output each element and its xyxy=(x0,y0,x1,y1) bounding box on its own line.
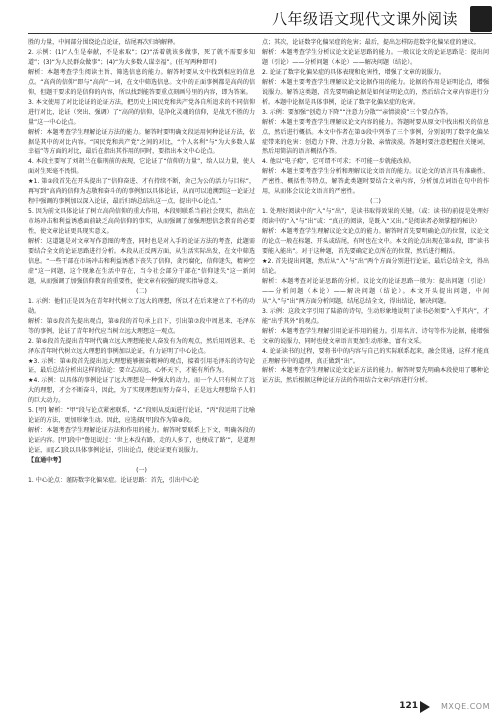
paragraph: 1. 处理好阅读中的“入”与“出”，是读书取得效果的关键。（或：读书的前提是处理好阅读中的“入”与“出”或：“真正的阅读，是既入“又出。”是阅读者必须掌握的秘诀） xyxy=(262,208,489,226)
page-title: 八年级语文现代文课外阅读 xyxy=(271,10,458,28)
page-number: 121 xyxy=(399,701,418,711)
paragraph: 5. [甲] 解析：“甲”段与论点紧密联系，“乙”段则从反面进行论证，“丙”段运用了比喻论证的方法，更加形象生动。因此，应选择[甲]段作为第⑧段。 xyxy=(28,407,255,425)
paragraph: 解析：本题考查学生理解论证方法和作用的能力。解答时要联系上下文，明确各段的论证内容。[甲]段中“鲁迅说过：‘世上本没有路，走的人多了，也便成了路’”，是道理论证，而[乙]段以具体事例论证，引出论点，使论证更有说服力。 xyxy=(28,427,255,455)
paragraph: 解析：本题考查学生理解论证方法的能力。解答时要明确文段运用何种论证方法，依据是其中的对比内容。“国民党和共产党”之间的对比，“个人名利”与“为大多数人谋幸福”等方面的对比，最后在指出其作用的同时，要指出本文中心论点。 xyxy=(28,128,255,156)
paragraph: 解析：本题考查学生阅读主旨、筛选信息的能力。解答时要从文中找到相应的信息点。“高尚的信仰”即与“高尚”一词，在文中筛选信息。文中的正面事例都是高尚的信仰，但题干要求的是信仰的内容，所以找到能答要重点刻画号里的内容，即为答案。 xyxy=(28,68,255,96)
paragraph: 4. 论证读书的过程，要将书中的内容与自己的实际联系起来，融会贯通，这样才能真正理解书中的道理，真正做到“出”。 xyxy=(262,347,489,365)
section-number: (二) xyxy=(370,198,381,206)
paragraph: 解析：本题考查对论证思路的分析。议论文的论证思路一般为：提出问题（引论）——分析问题（本论）——解决问题（结论）。本文开头提出问题，中间从“入”与“出”两方面分析问题，结尾总结全文，得出结论，解决问题。 xyxy=(262,277,489,305)
paragraph: 1. 中心论点：谨防数字化偏呆症。论证思路：首先，引出中心论 xyxy=(28,476,199,484)
paragraph: 3. 本文使用了对比论证的论证方法，把历史上国民党和共产党各自所追求的不同信仰进行对比，论证（突出、强调）了“高尚的信仰，是净化灵魂的信仰，是战无不胜的力量”这一中心论点。 xyxy=(28,98,255,126)
paragraph: 4. 本段主要写了刘胡兰在临刑前的表现，它论证了“信仰的力量”，给人以力量，使人面对生死毫不畏惧。 xyxy=(28,158,255,176)
paragraph: ★1. 第②段首先在开头提出了“信仰奋进、才有持续不断，舍己为公的活力与目标”，再写到“高尚的信仰为志敬和奋斗的的事例加以具体论证，从而可以追溯到这一论证过程中强调的事例加以深入论证，最后归纳总结出这一点，提出中心论点。” xyxy=(28,178,255,206)
page-arrow-icon xyxy=(420,701,430,713)
paragraph: 3. 示例：这段文字引用了陆游的诗句，生动形象地说明了读书必须要“入乎其内”，才能“出乎其外”的观点。 xyxy=(262,307,489,325)
paragraph: ★3. 示例：第④段首先提出远大理想能够振奋精神的观点，接着引用毛泽东的诗句论证，最后总结分析出这样的结论：要立志高远、心怀天下，才能有所作为。 xyxy=(28,357,255,375)
page-header xyxy=(0,0,500,36)
paragraph: 胜的力量，中间部分围绕论点论证，结尾再次归纳解释。 xyxy=(28,39,180,46)
paragraph: ★4. 示例：以具体的事例论证了远大理想是一种强大的动力，而一个人只有树立了远大的理想，才会不断奋斗，因此，为了实现理想而努力奋斗，正是远大理想给予人们的巨大动力。 xyxy=(28,377,255,405)
section-number: (二) xyxy=(136,287,147,295)
corner-tab xyxy=(470,6,492,32)
section-number: (一) xyxy=(136,466,147,474)
paragraph: 点；其次，论证数字化偏呆症的危害；最后，提出怎样防范数字化偏呆症的建议。 xyxy=(262,39,480,46)
left-column xyxy=(28,38,255,486)
paragraph: 解析：第⑤段首先提出观点，第⑥段的首句承上启下，引出第⑦段中周恩来、毛泽东等的事例，论证了青年时代应当树立远大理想这一观点。 xyxy=(28,317,255,335)
paragraph: 1. 示例：他们正是因为在青年时代树立了远大的理想，所以才在后来建立了不朽的功勋。 xyxy=(28,297,255,315)
paragraph: 解析：本题考查学生理解引用论证作用的能力。引用名言、诗句等作为论据，能增强文章的说服力，同时也使文章语言更加生动形象，富有文采。 xyxy=(262,327,489,345)
paragraph: ★2. 首先提出问题，然后从“入”与“出”两个方面分别进行论证，最后总结全文，得出结论。 xyxy=(262,257,489,275)
paragraph: 4. 他以“电子瘾”，它可谓不可求；不可能一步就能改掉。 xyxy=(262,158,416,166)
section-heading: 【直通中考】 xyxy=(28,457,65,465)
page-footer xyxy=(350,699,490,715)
paragraph: 解析：本题考查学生理解议论文论证方法的能力。解答时要先明确本段使用了哪种论证方法，然后根据这种论证方法的作用结合文章内容进行分析。 xyxy=(262,367,489,385)
paragraph: 解析：本题主要考查学生理解议论文论据作用的能力。论据的作用是证明论点，增强说服力。解答这类题，首先要明确论据是如何证明论点的，然后结合文章内容进行分析。本题中论据是具体事例，论证了数字化偏呆症的危害。 xyxy=(262,78,489,106)
right-column xyxy=(262,38,489,386)
paragraph: 解析：这道题是对文章写作意图的考查，同时也是对入手的论证方法的考查，此题需要结合全文的论证思路进行分析。本段从正反两方面，从生活实际出发，在文中筛选信息。“一些干部在市场冲击和利益诱惑下丧失了信仰，贪污腐化，信仰迷失，精神空虚”这一问题，这个现象在生活中存在，当今社会部分干部在“信仰迷失”这一新问题，从而强调了加强信仰教育的重要性，使文章有较强的现实指导意义。 xyxy=(28,238,255,285)
paragraph: 2. 论证了数字化偏呆症的具体表现和危害性，增强了文章的说服力。 xyxy=(262,68,446,76)
watermark: MXQE.COM xyxy=(440,702,490,711)
paragraph: 2. 示例：(1)“人生是奉献，不是索取”；(2)“活着就该多做事，死了就不需要多知道”；(3)“为人民群众做事”；(4)“为大多数人谋幸福”。(任写两种即可) xyxy=(28,48,255,66)
paragraph: 解析：本题主要考查学生分析和理解议论文语言的能力。议论文的语言具有准确性、严密性、概括性等特点，解答此类题时要结合文章内容，分析加点词语在句中的作用，从而体会议论文语言的严密性。 xyxy=(262,168,489,196)
heading-line xyxy=(28,456,255,466)
paragraph: 5. 因为前文具体论证了树立高尚信仰的重大作用，本段则联系当前社会现实，指出在市场冲击和利益诱惑面前缺乏高尚信仰的事实，从而强调了加强理想信念教育的必要性，使文章论证更具现实意义。 xyxy=(28,208,255,236)
paragraph: 3. 示例：要加强“创造力下降”“注意力分散”“亲情淡漠”三个要点作答。 xyxy=(262,108,452,116)
paragraph: 解析：本题主要考查学生理解议论文内容的能力。答题时要从原文中找出相关的信息点，然后进行概括。本文中作者在第③段中列举了三个事例，分别说明了数字化偏呆症带来的危害：创造力下降、注意力分散、亲情淡漠。答题时要注意把握住关键词，然后用简洁的语言概括作答。 xyxy=(262,118,489,156)
paragraph: 2. 第⑥段首先提出青年时代确立远大理想能使人奋发有为的观点，然后用周恩来、毛泽东青年时代树立远大理想的事例加以论证，有力证明了中心论点。 xyxy=(28,337,255,355)
header-rule xyxy=(28,33,492,34)
paragraph: 解析：本题考查学生理解议论文论点的能力。解答时首先要明确论点的位置，议论文的论点一般在标题、开头或结尾，有时也在文中。本文的论点出现在第①段，即“读书要能入能出”。对于这种题，首先要确定论点所在的位置，然后进行概括。 xyxy=(262,228,489,256)
paragraph: 解析：本题考查学生分析议论文论证思路的能力。一般议论文的论证思路是：提出问题（引论）——分析问题（本论）——解决问题（结论）。 xyxy=(262,48,489,66)
